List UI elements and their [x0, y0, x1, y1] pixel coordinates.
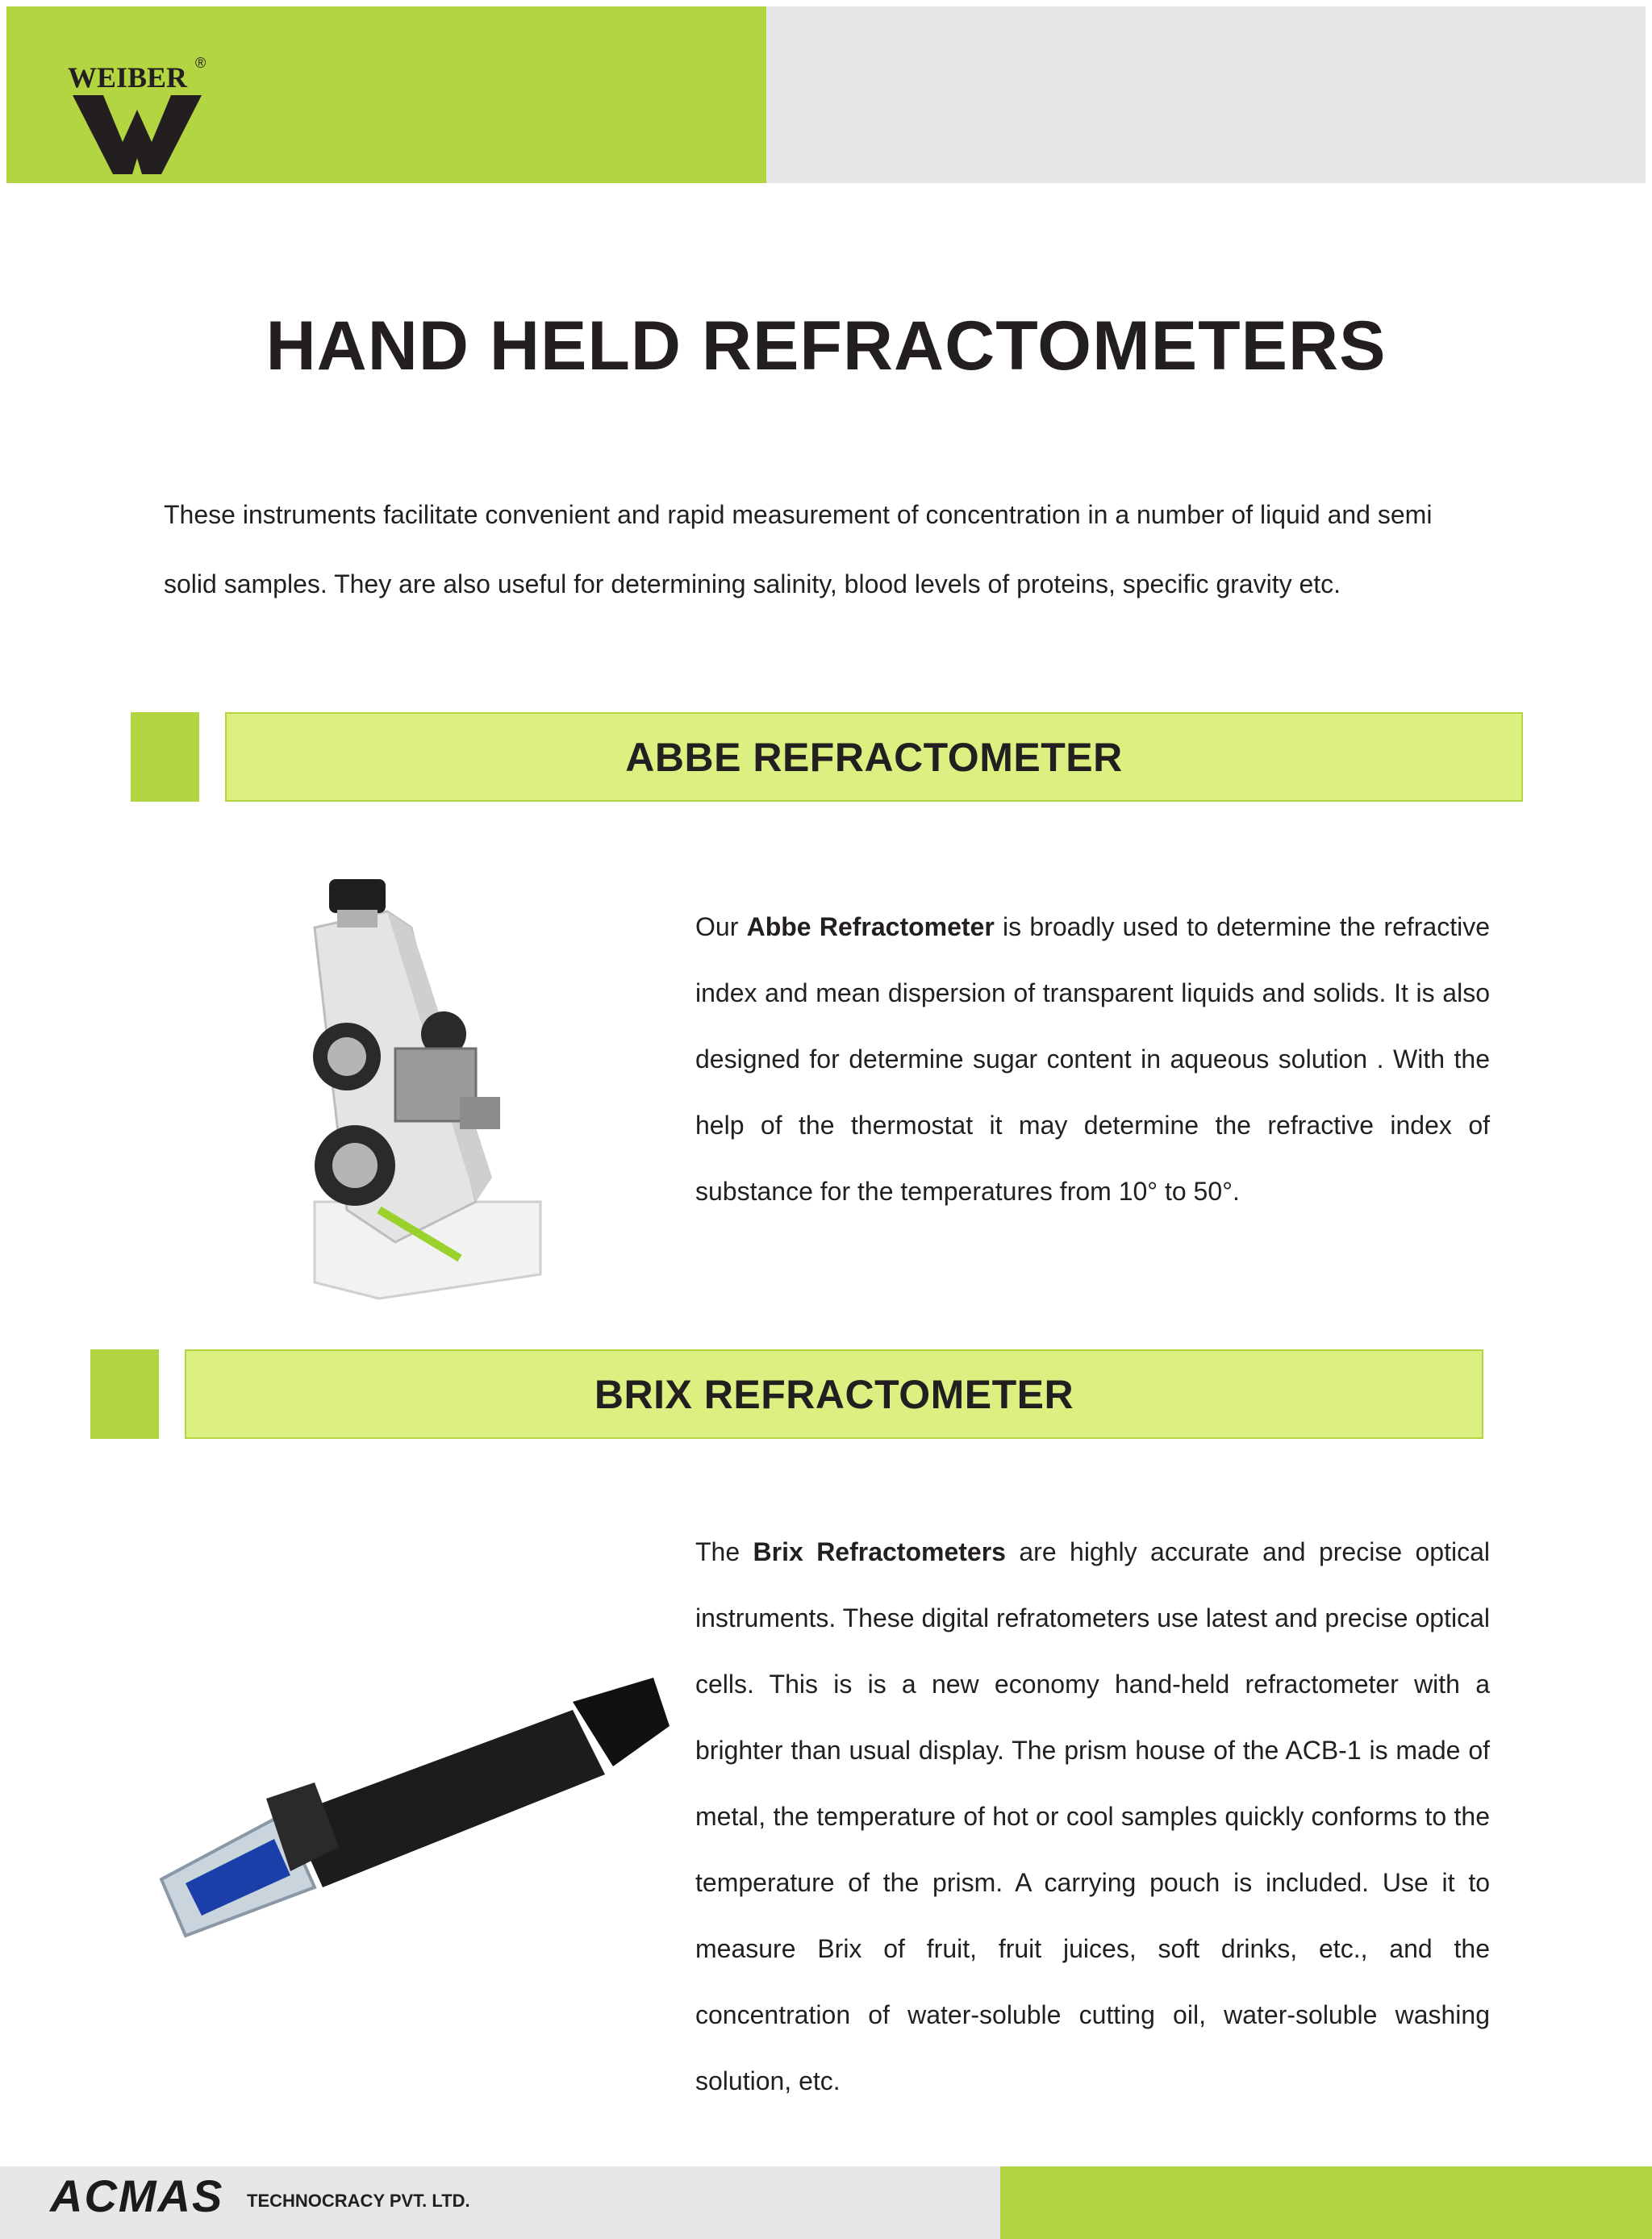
header-grey-panel	[766, 6, 1646, 183]
brix-accent-square	[90, 1349, 159, 1439]
brix-heading: BRIX REFRACTOMETER	[594, 1371, 1074, 1417]
intro-text	[164, 480, 1491, 619]
registered-mark: ®	[195, 55, 206, 71]
abbe-desc-prefix: Our	[695, 912, 747, 941]
logo-w-shape	[73, 95, 202, 174]
page-title: HAND HELD REFRACTOMETERS	[265, 307, 1387, 385]
abbe-refractometer-image	[298, 863, 549, 1307]
abbe-desc-bold: Abbe Refractometer	[746, 912, 995, 941]
abbe-desc-rest: is broadly used to determine the refractive index and mean dispersion of transparent liquids and solids. It is also designed for determine sugar content in aqueous solution . With the help of the thermostat it may determine the refractive index of substance for the temperatures from 10° to 50°.	[695, 912, 1491, 1206]
brix-desc-rest: are highly accurate and precise optical instruments. These digital refratometers use latest and precise optical cells. This is is a new economy hand-held refractometer with a brighter than usual display. The prism house of the ACB-1 is made of metal, the temperature of hot or cool samples quickly conforms to the temperature of the prism. A carrying pouch is included. Use it to measure Brix of fruit, fruit juices, soft drinks, etc., and the concentration of water-soluble cutting oil, water-soluble washing solution, etc.	[695, 1537, 1491, 2095]
logo-text: WEIBER	[68, 61, 188, 94]
intro-line-2: solid samples. They are also useful for determining salinity, blood levels of proteins, specific gravity etc.	[164, 569, 1341, 598]
brix-desc-bold: Brix Refractometers	[753, 1537, 1006, 1566]
brix-desc-prefix: The	[695, 1537, 753, 1566]
acmas-logo: ACMAS	[50, 2170, 224, 2221]
abbe-heading: ABBE REFRACTOMETER	[625, 734, 1123, 780]
brix-heading-band	[185, 1349, 1483, 1439]
abbe-description	[695, 894, 1490, 1224]
brix-description	[695, 1519, 1490, 2114]
abbe-heading-band	[225, 712, 1523, 802]
intro-line-1: These instruments facilitate convenient and rapid measurement of concentration in a number of liquid and semi	[164, 500, 1433, 529]
brix-refractometer-image	[153, 1678, 678, 1944]
weiber-logo	[63, 53, 212, 182]
footer-green-panel	[1000, 2166, 1652, 2239]
company-suffix: TECHNOCRACY PVT. LTD.	[247, 2191, 470, 2211]
abbe-accent-square	[131, 712, 199, 802]
